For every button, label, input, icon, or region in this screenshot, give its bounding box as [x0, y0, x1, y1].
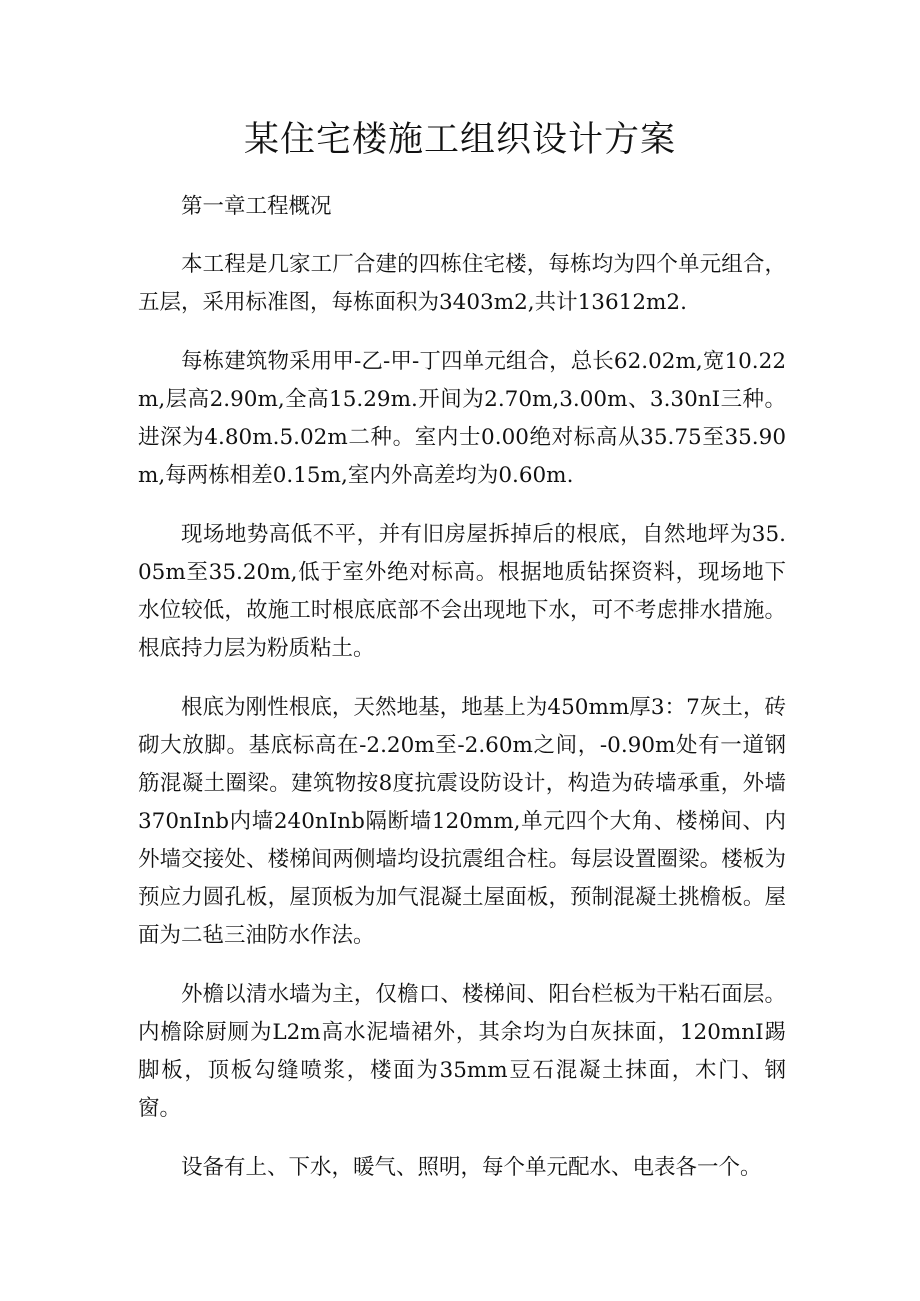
document-body: [138, 188, 786, 1208]
document-title: 某住宅楼施工组织设计方案: [243, 120, 676, 160]
paragraph-site-conditions: 现场地势高低不平，并有旧房屋拆掉后的根底，自然地坪为35.05m至35.20m,低于室外绝对标高。根据地质钻探资料，现场地下水位较低，故施工时根底底部不会出现地下水，可不考虑排水措施。根底持力层为粉质粘土。: [138, 522, 786, 661]
paragraph-equipment: 设备有上、下水，暖气、照明，每个单元配水、电表各一个。: [181, 1155, 762, 1180]
chapter-heading: 第一章工程概况: [181, 194, 332, 219]
paragraph-project-overview: 本工程是几家工厂合建的四栋住宅楼，每栋均为四个单元组合，五层，采用标准图，每栋面积为3403m2,共计13612m2.: [138, 252, 786, 315]
paragraph-foundation-structure: 根底为刚性根底，天然地基，地基上为450mm厚3：7灰土，砖砌大放脚。基底标高在-2.20m至-2.60m之间，-0.90m处有一道钢筋混凝土圈梁。建筑物按8度抗震设防设计，构造为砖墙承重，外墙370nInb内墙240nInb隔断墙120mm,单元四个大角、楼梯间、内外墙交接处、楼梯间两侧墙均设抗震组合柱。每层设置圈梁。楼板为预应力圆孔板，屋顶板为加气混凝土屋面板，预制混凝土挑檐板。屋面为二毡三油防水作法。: [138, 695, 786, 948]
paragraph-finishes: 外檐以清水墙为主，仅檐口、楼梯间、阳台栏板为干粘石面层。内檐除厨厕为L2m高水泥墙裙外，其余均为白灰抹面，120mnI踢脚板，顶板勾缝喷浆，楼面为35mm豆石混凝土抹面，木门、钢窗。: [138, 982, 786, 1121]
paragraph-building-dimensions: 每栋建筑物采用甲-乙-甲-丁四单元组合，总长62.02m,宽10.22m,层高2.90m,全高15.29m.开间为2.70m,3.00m、3.30nI三种。进深为4.80m.5.02m二种。室内士0.00绝对标高从35.75至35.90m,每两栋相差0.15m,室内外高差均为0.60m.: [138, 349, 786, 488]
